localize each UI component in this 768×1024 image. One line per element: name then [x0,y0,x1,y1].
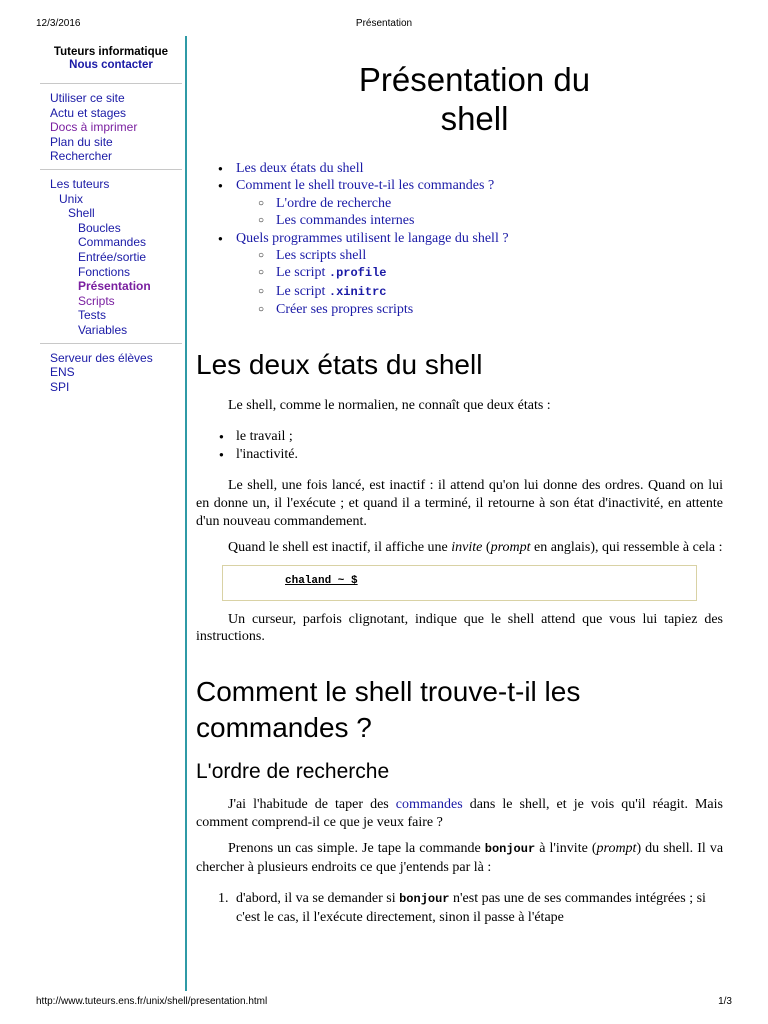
sidebar-item-serveur[interactable]: Serveur des élèves [50,350,153,365]
toc-subitem[interactable] [236,264,723,282]
sidebar-item-ens[interactable]: ENS [50,365,75,380]
paragraph: Un curseur, parfois clignotant, indique que le shell attend que vous lui tapiez des instructions. [196,611,723,645]
table-of-contents [196,160,723,319]
print-page-number: 1/3 [718,996,732,1007]
sidebar-divider [40,169,182,170]
toc-item[interactable] [196,160,723,177]
sidebar-item-actu[interactable]: Actu et stages [50,105,127,120]
paragraph: Quand le shell est inactif, il affiche une invite (prompt en anglais), qui ressemble à cela : [228,540,723,556]
paragraph: Le shell, comme le normalien, ne connaît que deux états : [228,397,551,413]
toc-code[interactable]: .xinitrc [328,284,387,299]
toc-link[interactable]: Le script [276,265,326,281]
list-item: 1. d'abord, il va se demander si bonjour n'est pas une de ses commandes intégrées ; si c'est le cas, il l'exécute directement, sinon il passe à l'étape [218,891,706,925]
toc-link[interactable]: Les deux états du shell [236,161,364,176]
print-date: 12/3/2016 [36,18,81,29]
prompt-example: chaland ~ $ [285,574,358,587]
toc-subitem[interactable] [236,195,723,212]
toc-code[interactable]: .profile [328,266,387,281]
page-title-line1: Présentation du [358,61,591,98]
sidebar [40,46,182,394]
toc-subitem[interactable] [236,247,723,264]
toc-link[interactable]: Les scripts shell [276,248,367,264]
sidebar-item-fonctions[interactable]: Fonctions [78,264,131,279]
states-list [196,428,723,463]
sidebar-border [185,36,187,991]
sidebar-header [40,46,182,78]
sidebar-item-variables[interactable]: Variables [78,322,128,337]
main-content [196,60,723,927]
toc-subitem[interactable] [236,212,723,229]
search-steps [196,890,723,926]
paragraph: Prenons un cas simple. Je tape la commande bonjour à l'invite (prompt) du shell. Il va chercher à plusieurs endroits ce que j'entends par là : [196,841,724,875]
sidebar-divider [40,343,182,344]
sidebar-item-plan[interactable]: Plan du site [50,134,113,149]
site-title: Tuteurs informatique [53,46,169,58]
toc-item[interactable] [196,177,723,229]
sidebar-item-unix[interactable]: Unix [59,191,84,206]
sidebar-item-presentation: Présentation [78,279,151,294]
toc-link[interactable]: Créer ses propres scripts [276,302,414,318]
list-item: ● le travail ; [196,428,723,446]
sidebar-item-commandes[interactable]: Commandes [78,235,147,250]
section-heading: Comment le shell trouve-t-il les commandes ? [196,676,581,743]
prompt-example-box [222,565,697,601]
sidebar-item-tuteurs[interactable]: Les tuteurs [50,176,110,191]
sidebar-tree [40,177,182,338]
toc-link[interactable]: L'ordre de recherche [276,195,392,211]
paragraph: Le shell, une fois lancé, est inactif : il attend qu'on lui donne des ordres. Quand on lui en donne un, il l'exécute ; et quand il a terminé, il retourne à son état d'inactivité, en attente d'un nouveau commandement. [196,478,723,529]
sidebar-item-scripts[interactable]: Scripts [78,293,115,308]
toc-link[interactable]: Quels programmes utilisent le langage du shell ? [236,230,509,246]
toc-link[interactable]: Les commandes internes [276,213,415,229]
toc-link[interactable]: Comment le shell trouve-t-il les commandes ? [236,178,495,194]
sidebar-item-boucles[interactable]: Boucles [78,220,121,235]
toc-link[interactable]: Le script [276,283,326,299]
toc-item[interactable] [196,230,723,319]
page-title-line2: shell [440,100,509,137]
print-page-title: Présentation [355,18,413,29]
paragraph: J'ai l'habitude de taper des commandes dans le shell, et je vois qu'il réagit. Mais comment comprend-il ce que je veux faire ? [196,797,723,830]
sidebar-item-tests[interactable]: Tests [78,308,107,323]
sidebar-item-entree-sortie[interactable]: Entrée/sortie [78,249,147,264]
toc-subitem[interactable] [236,301,723,318]
sidebar-external-links [40,351,182,395]
section-heading: Les deux états du shell [196,348,483,380]
sidebar-item-utiliser[interactable]: Utiliser ce site [50,91,125,105]
toc-subitem[interactable] [236,283,723,301]
sidebar-item-shell[interactable]: Shell [68,206,95,221]
sidebar-item-rechercher[interactable]: Rechercher [50,149,113,164]
print-url: http://www.tuteurs.ens.fr/unix/shell/presentation.html [36,996,268,1007]
sidebar-site-links [40,91,182,164]
page-title [196,60,723,138]
sidebar-item-spi[interactable]: SPI [50,379,70,394]
commandes-link[interactable]: commandes [395,797,463,812]
sidebar-item-docs[interactable]: Docs à imprimer [50,120,138,135]
sidebar-divider [40,83,182,84]
list-item: ● l'inactivité. [196,446,723,464]
contact-link[interactable]: Nous contacter [69,59,153,71]
subsection-heading: L'ordre de recherche [196,760,390,783]
